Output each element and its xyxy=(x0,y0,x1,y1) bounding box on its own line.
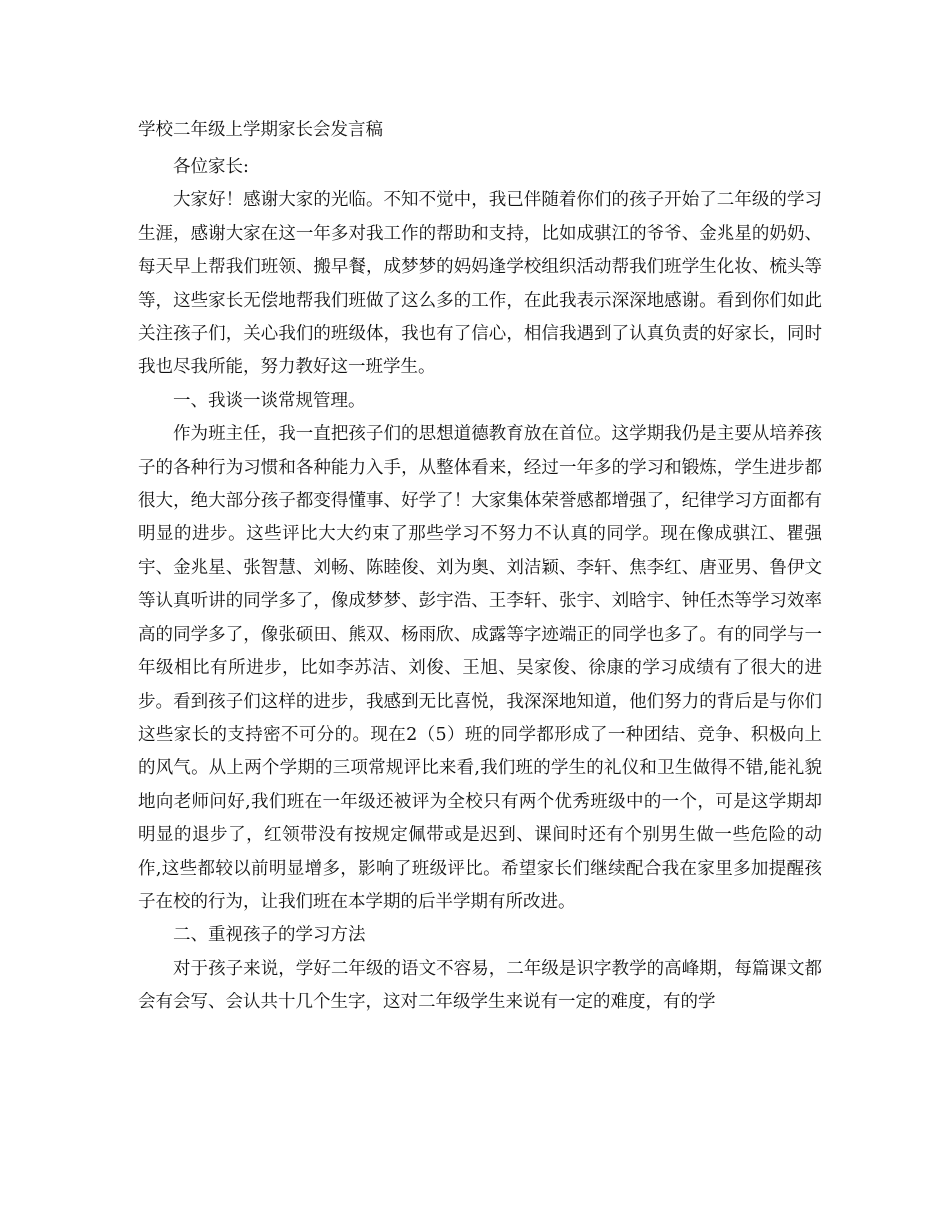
paragraph-routine-management: 作为班主任，我一直把孩子们的思想道德教育放在首位。这学期我仍是主要从培养孩子的各种行为习惯和各种能力入手，从整体看来，经过一年多的学习和锻炼，学生进步都很大，绝大部分孩子都变得懂事、好学了！大家集体荣誉感都增强了，纪律学习方面都有明显的进步。这些评比大大约束了那些学习不努力不认真的同学。现在像成骐江、瞿强宇、金兆星、张智慧、刘畅、陈睦俊、刘为奥、刘洁颖、李轩、焦李红、唐亚男、鲁伊文等认真听讲的同学多了，像成梦梦、彭宇浩、王李轩、张宇、刘晗宇、钟任杰等学习效率高的同学多了，像张硕田、熊双、杨雨欣、成露等字迹端正的同学也多了。有的同学与一年级相比有所进步，比如李苏洁、刘俊、王旭、吴家俊、徐康的学习成绩有了很大的进步。看到孩子们这样的进步，我感到无比喜悦，我深深地知道，他们努力的背后是与你们这些家长的支持密不可分的。现在2（5）班的同学都形成了一种团结、竞争、积极向上的风气。从上两个学期的三项常规评比来看,我们班的学生的礼仪和卫生做得不错,能礼貌地向老师问好,我们班在一年级还被评为全校只有两个优秀班级中的一个，可是这学期却明显的退步了，红领带没有按规定佩带或是迟到、课间时还有个别男生做一些危险的动作,这些都较以前明显增多，影响了班级评比。希望家长们继续配合我在家里多加提醒孩子在校的行为，让我们班在本学期的后半学期有所改进。 xyxy=(138,424,822,912)
greeting: 各位家长: xyxy=(173,157,249,177)
section-heading-2: 二、重视孩子的学习方法 xyxy=(173,925,366,946)
document-title: 学校二年级上学期家长会发言稿 xyxy=(138,120,383,140)
section-heading-1: 一、我谈一谈常规管理。 xyxy=(173,390,366,411)
document-body xyxy=(138,151,822,1020)
paragraph-study-methods: 对于孩子来说，学好二年级的语文不容易，二年级是识字教学的高峰期，每篇课文都会有会写、会认共十几个生字，这对二年级学生来说有一定的难度，有的学 xyxy=(138,958,822,1013)
paragraph-intro: 大家好！感谢大家的光临。不知不觉中，我已伴随着你们的孩子开始了二年级的学习生涯，感谢大家在这一年多对我工作的帮助和支持，比如成骐江的爷爷、金兆星的奶奶、每天早上帮我们班领、搬早餐，成梦梦的妈妈逢学校组织活动帮我们班学生化妆、梳头等等，这些家长无偿地帮我们班做了这么多的工作，在此我表示深深地感谢。看到你们如此关注孩子们，关心我们的班级体，我也有了信心，相信我遇到了认真负责的好家长，同时我也尽我所能，努力教好这一班学生。 xyxy=(138,190,822,378)
